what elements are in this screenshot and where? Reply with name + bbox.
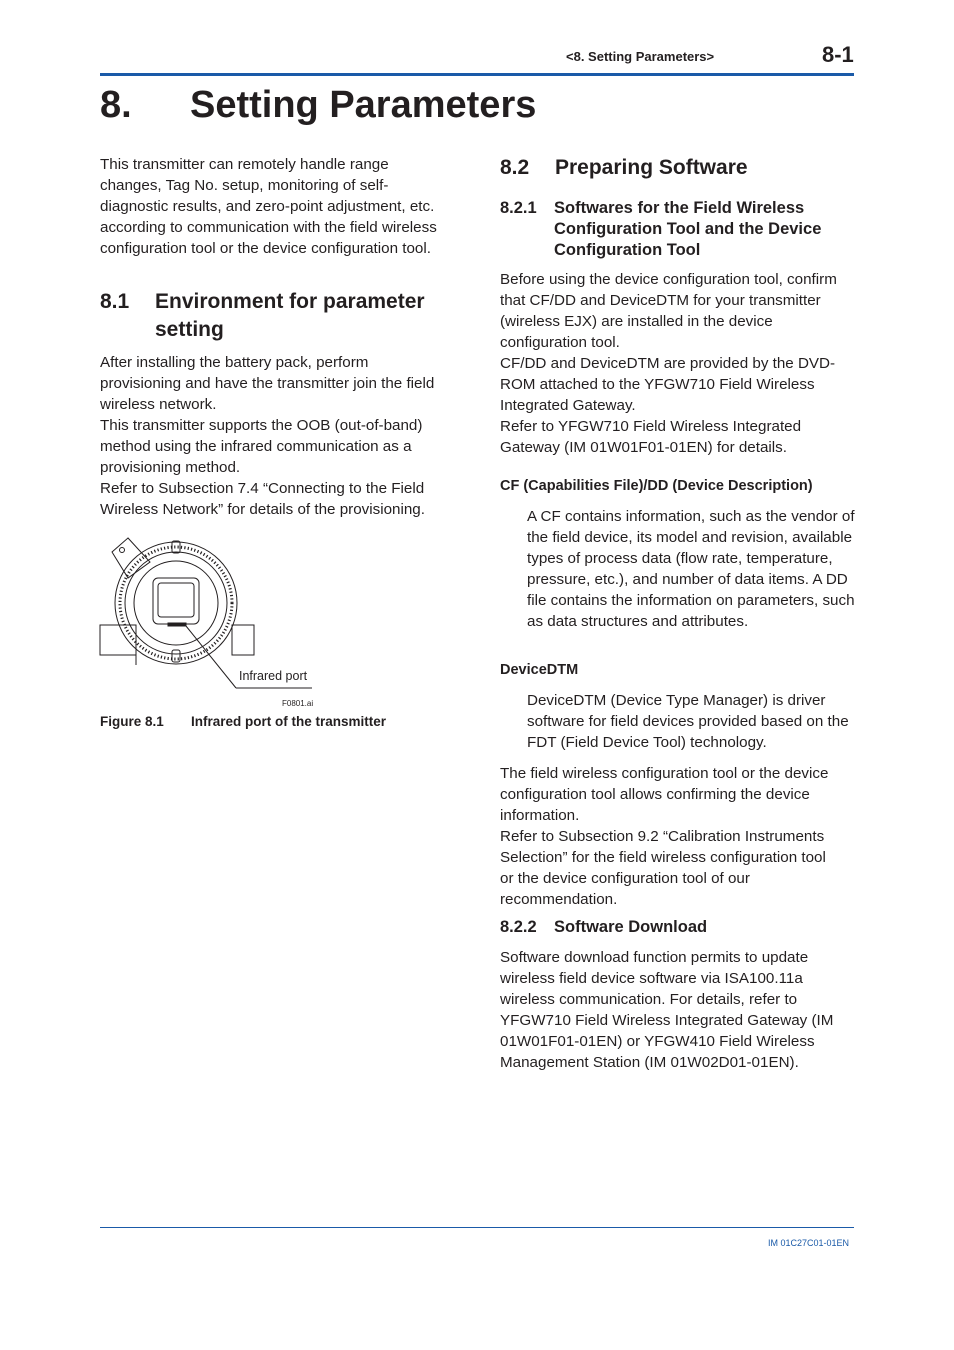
figure-caption-number: Figure 8.1 [100, 714, 164, 729]
section-8-2-2-body [500, 947, 846, 1073]
footer-rule [100, 1227, 854, 1228]
subsection-title-line3: Configuration Tool [554, 241, 701, 259]
figure-caption-text: Infrared port of the transmitter [191, 714, 387, 729]
paragraph: This transmitter supports the OOB (out-of-band) method using the infrared communication as a provisioning method. [100, 417, 423, 476]
document-id: IM 01C27C01-01EN [768, 1238, 850, 1248]
subsection-title: Software Download [554, 918, 708, 936]
section-title: Preparing Software [555, 156, 748, 179]
devicedtm-heading: DeviceDTM [500, 662, 579, 678]
section-8-2-1-closing [500, 763, 840, 910]
section-8-2-heading [500, 154, 854, 182]
page-number: 8-1 [822, 42, 854, 67]
paragraph: Before using the device configuration tool, confirm that CF/DD and DeviceDTM for your transmitter (wireless EJX) are installed in the device configuration tool. [500, 271, 837, 351]
chapter-number: 8. [100, 84, 132, 126]
running-header: <8. Setting Parameters> [566, 49, 715, 64]
cf-dd-heading: CF (Capabilities File)/DD (Device Description) [500, 478, 813, 494]
section-8-1-body [100, 352, 450, 520]
subsection-title-line2: Configuration Tool and the Device [554, 220, 822, 238]
paragraph: CF/DD and DeviceDTM are provided by the DVD-ROM attached to the YFGW710 Field Wireless Integrated Gateway. [500, 355, 836, 414]
transmitter-figure [98, 530, 328, 710]
section-8-2-1-body [500, 269, 856, 458]
cf-dd-body: A CF contains information, such as the vendor of the field device, its model and revision, available types of process data (flow rate, temperature, pressure, etc.), and number of data items. A DD file contains the information on parameters, such as data structures and attributes. [527, 508, 855, 630]
paragraph: The field wireless configuration tool or the device configuration tool allows confirming the device information. [500, 765, 829, 824]
subsection-title-line1: Softwares for the Field Wireless [554, 199, 805, 217]
paragraph: Refer to Subsection 7.4 “Connecting to the Field Wireless Network” for details of the provisioning. [100, 480, 425, 518]
section-8-2-2-heading [500, 917, 854, 939]
section-8-2-1-heading [500, 198, 854, 262]
section-title-line1: Environment for parameter [155, 290, 425, 313]
section-number: 8.2 [500, 156, 530, 179]
subsection-number: 8.2.1 [500, 199, 537, 217]
intro-paragraph: This transmitter can remotely handle range changes, Tag No. setup, monitoring of self-diagnostic results, and zero-point adjustment, etc. according to communication with the field wireless configuration tool or the device configuration tool. [100, 156, 437, 257]
figure-callout-label: Infrared port [239, 669, 308, 683]
paragraph: After installing the battery pack, perform provisioning and have the transmitter join the field wireless network. [100, 354, 435, 413]
section-title-line2: setting [155, 318, 224, 341]
figure-file-id: F0801.ai [282, 699, 314, 708]
section-8-1-heading [100, 288, 460, 348]
paragraph: Refer to YFGW710 Field Wireless Integrated Gateway (IM 01W01F01-01EN) for details. [500, 418, 802, 456]
header-rule [100, 73, 854, 76]
chapter-title: Setting Parameters [190, 84, 537, 126]
devicedtm-body: DeviceDTM (Device Type Manager) is driver software for field devices provided based on the FDT (Field Device Tool) technology. [527, 692, 849, 751]
subsection-number: 8.2.2 [500, 918, 537, 936]
paragraph: Software download function permits to update wireless field device software via ISA100.11a wireless communication. For details, refer to YFGW710 Field Wireless Integrated Gateway (IM 01W01F01-01EN) or YFGW410 Field Wireless Management Station (IM 01W02D01-01EN). [500, 949, 834, 1071]
section-number: 8.1 [100, 290, 130, 313]
paragraph: Refer to Subsection 9.2 “Calibration Instruments Selection” for the field wireless configuration tool or the device configuration tool of our recommendation. [500, 828, 826, 908]
